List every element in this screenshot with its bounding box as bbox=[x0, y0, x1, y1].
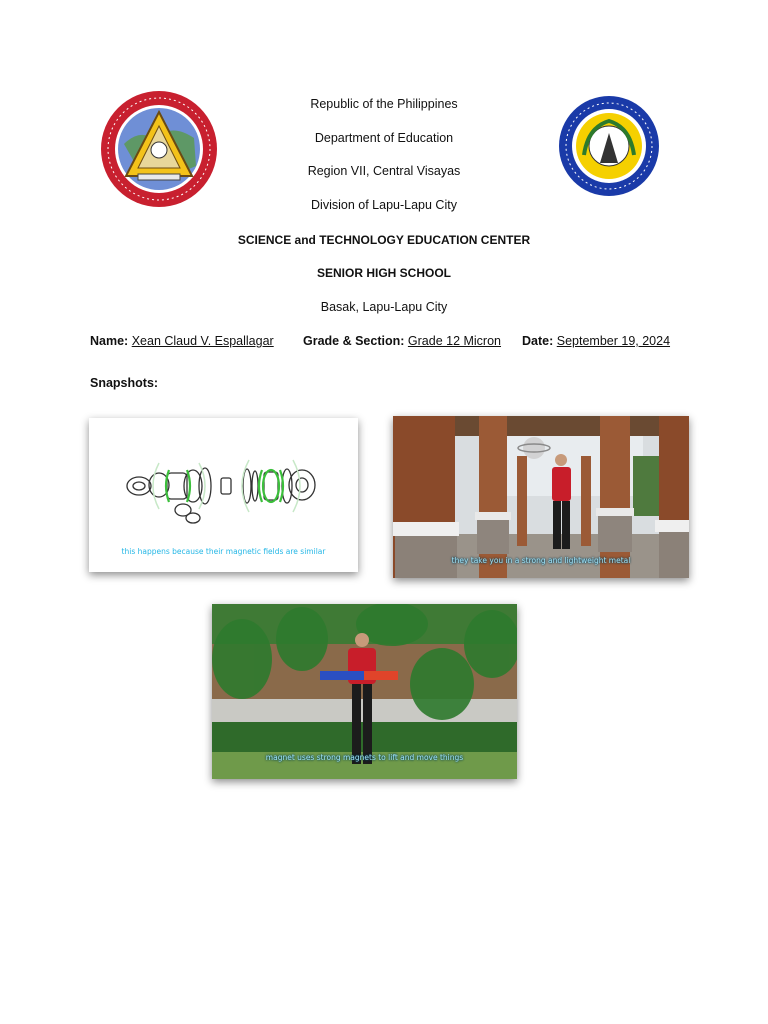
header-school-name: SCIENCE and TECHNOLOGY EDUCATION CENTER bbox=[237, 233, 531, 247]
date-value: September 19, 2024 bbox=[556, 334, 671, 348]
snapshots-label: Snapshots: bbox=[90, 376, 159, 390]
snapshot-garden-magnet bbox=[212, 604, 517, 779]
snapshot-2-caption: they take you in a strong and lightweight metal bbox=[451, 556, 631, 565]
date-field bbox=[522, 334, 670, 348]
snapshot-magnet-diagram bbox=[89, 418, 358, 572]
date-label: Date: bbox=[522, 334, 554, 348]
name-field bbox=[90, 334, 274, 348]
header-department: Department of Education bbox=[314, 131, 454, 145]
header-school-level: SENIOR HIGH SCHOOL bbox=[316, 266, 451, 280]
section-value: Grade 12 Micron bbox=[407, 334, 502, 348]
name-value: Xean Claud V. Espallagar bbox=[131, 334, 274, 348]
snapshot-1-caption: this happens because their magnetic fields are similar bbox=[121, 547, 326, 556]
section-field bbox=[303, 334, 501, 348]
section-label: Grade & Section: bbox=[303, 334, 405, 348]
header-division: Division of Lapu-Lapu City bbox=[311, 198, 457, 212]
snapshot-courtyard bbox=[393, 416, 689, 578]
header-region: Region VII, Central Visayas bbox=[307, 164, 461, 178]
header-address: Basak, Lapu-Lapu City bbox=[320, 300, 448, 314]
name-label: Name: bbox=[90, 334, 129, 348]
snapshot-3-caption: magnet uses strong magnets to lift and move things bbox=[265, 753, 464, 762]
courtyard-photo bbox=[393, 416, 689, 578]
header-republic: Republic of the Philippines bbox=[310, 97, 458, 111]
